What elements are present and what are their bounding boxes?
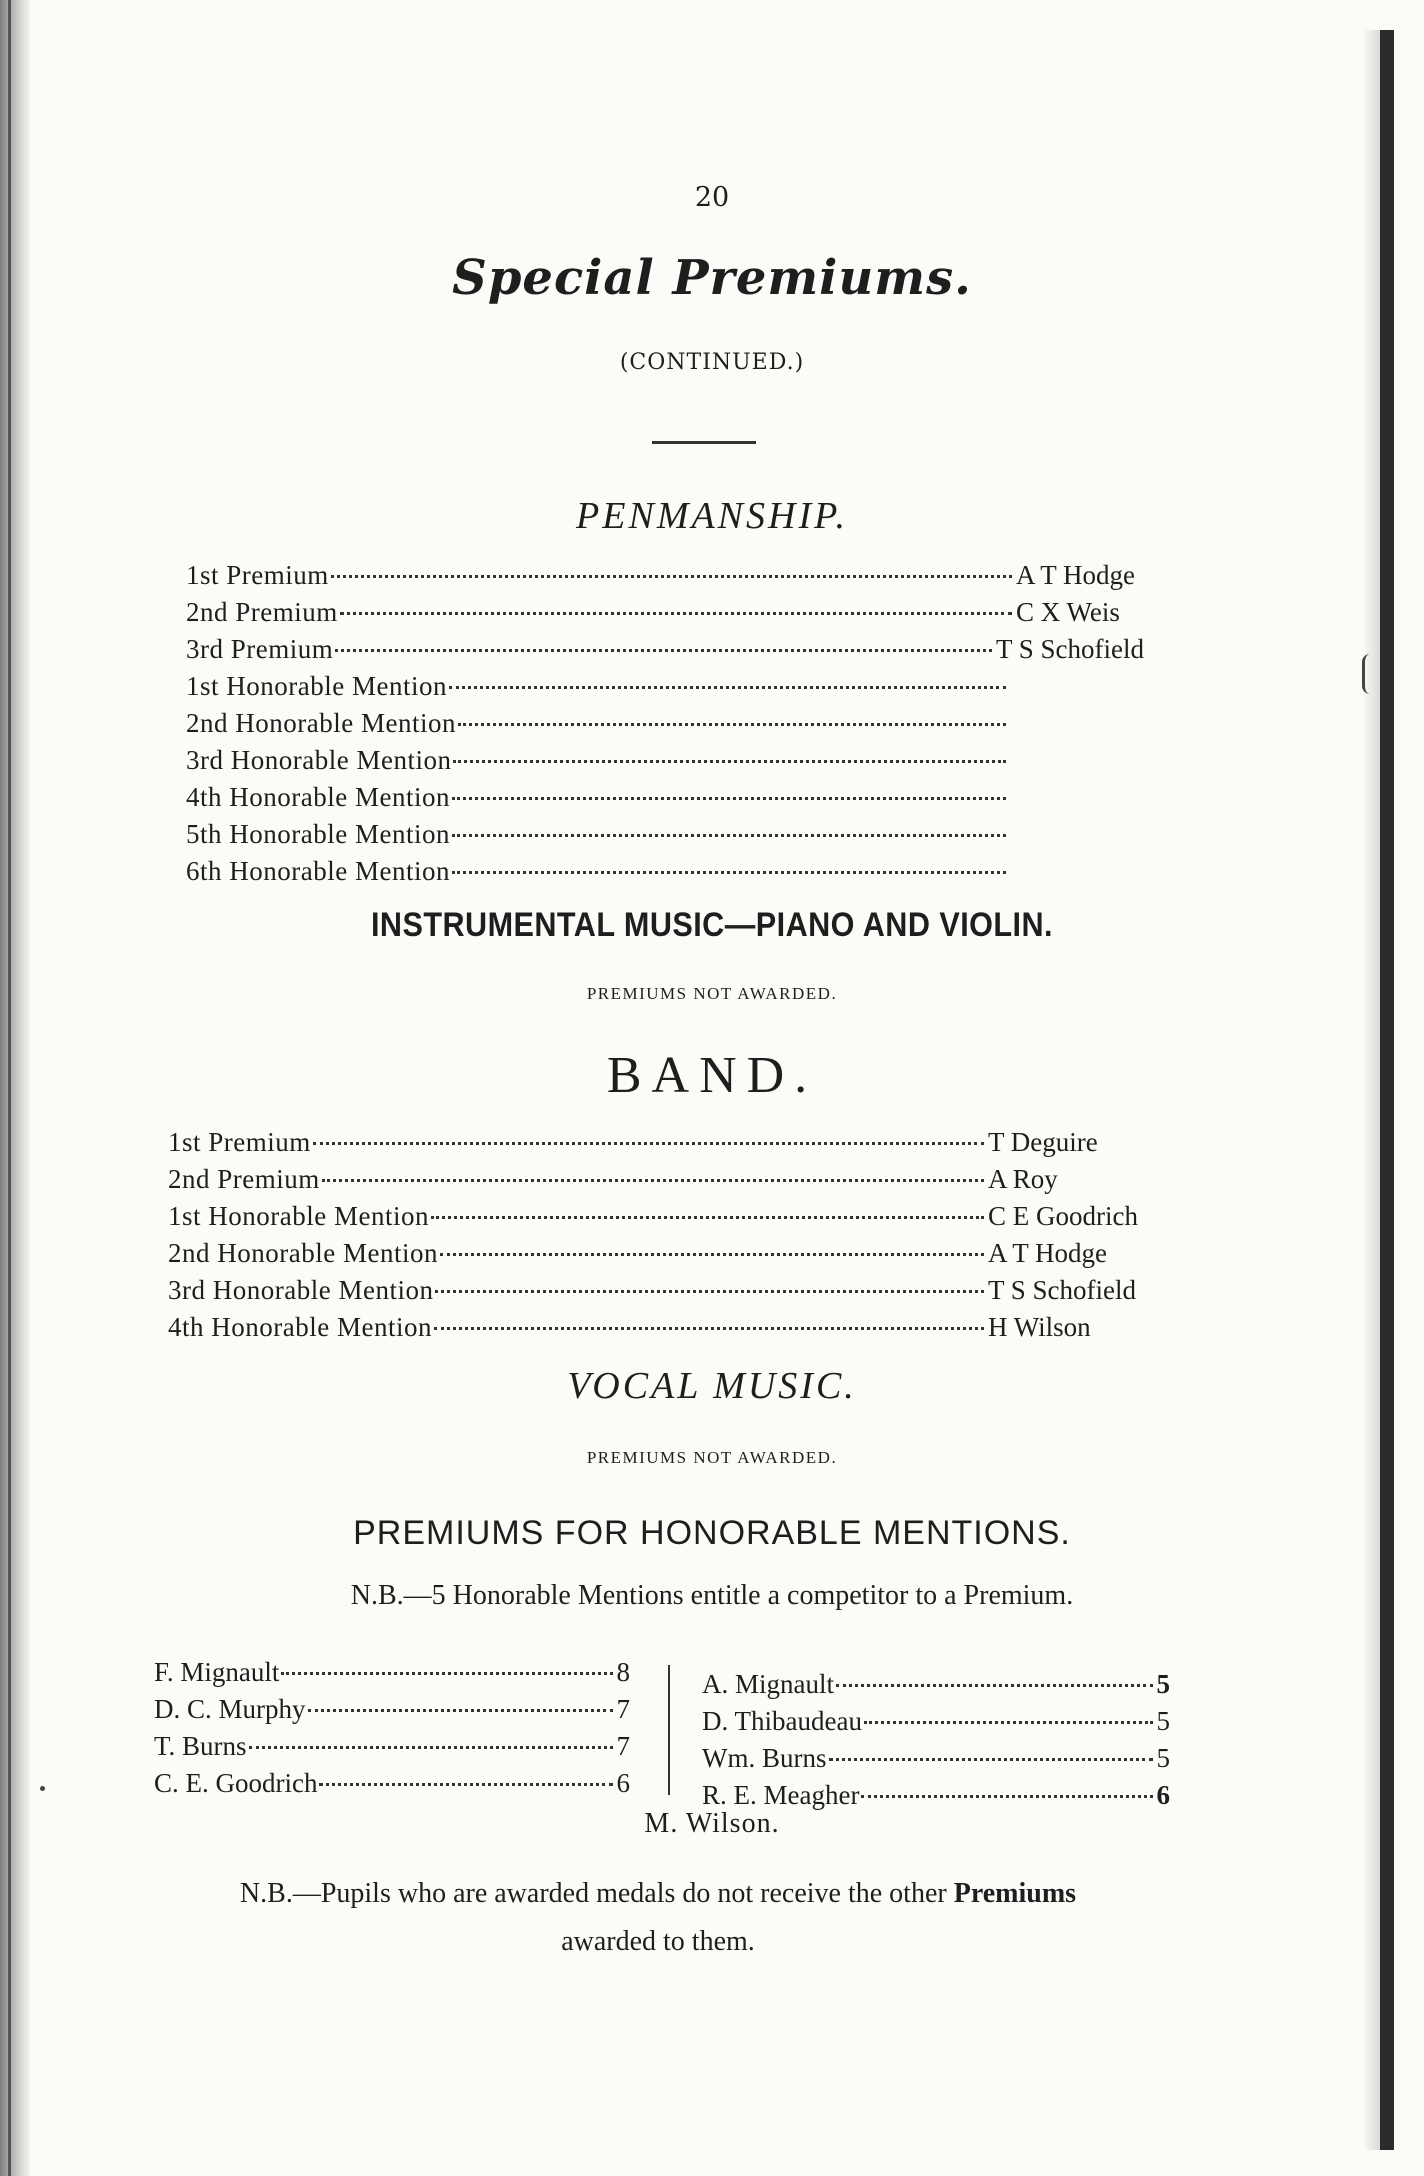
mention-count: 7 xyxy=(616,1731,630,1761)
footnote-line-2: awarded to them. xyxy=(561,1926,755,1957)
award-label: 1st Premium xyxy=(168,1127,311,1157)
award-winner: C E Goodrich xyxy=(988,1201,1138,1231)
dot-leader xyxy=(322,1153,984,1182)
award-winner: C X Weis xyxy=(1016,597,1120,627)
footnote xyxy=(148,1870,1168,1966)
dot-leader xyxy=(829,1732,1153,1761)
mention-count: 5 xyxy=(1156,1669,1170,1699)
award-label: 2nd Honorable Mention xyxy=(186,708,456,738)
award-row xyxy=(168,1307,1188,1344)
list-item xyxy=(702,1775,1170,1812)
award-winner: T S Schofield xyxy=(988,1275,1136,1305)
penmanship-heading: PENMANSHIP. xyxy=(576,495,848,537)
instrumental-heading: INSTRUMENTAL MUSIC—PIANO AND VIOLIN. xyxy=(370,906,1054,944)
honorable-note: N.B.—5 Honorable Mentions entitle a competitor to a Premium. xyxy=(350,1580,1074,1611)
award-label: 4th Honorable Mention xyxy=(186,782,450,812)
award-row xyxy=(186,851,1196,888)
honorable-list-left xyxy=(154,1652,630,1800)
award-label: 5th Honorable Mention xyxy=(186,819,450,849)
award-label: 6th Honorable Mention xyxy=(186,856,450,886)
mention-count: 6 xyxy=(616,1768,630,1798)
honorable-heading: PREMIUMS FOR HONORABLE MENTIONS. xyxy=(353,1514,1071,1552)
page-number: 20 xyxy=(694,182,730,213)
award-winner: A T Hodge xyxy=(988,1238,1108,1268)
dot-leader xyxy=(249,1720,613,1749)
dot-leader xyxy=(335,623,992,652)
list-item xyxy=(154,1763,630,1800)
pupil-name: T. Burns xyxy=(154,1731,247,1761)
award-label: 3rd Honorable Mention xyxy=(168,1275,434,1305)
dot-leader xyxy=(453,734,1006,763)
vocal-heading: VOCAL MUSIC. xyxy=(567,1365,857,1407)
pupil-name: R. E. Meagher xyxy=(702,1780,860,1810)
award-label: 2nd Premium xyxy=(186,597,338,627)
dot-leader xyxy=(331,549,1012,578)
mention-count: 7 xyxy=(616,1694,630,1724)
pupil-name: Wm. Burns xyxy=(702,1743,827,1773)
dot-leader xyxy=(449,660,1006,689)
penmanship-list xyxy=(186,555,1196,888)
mention-count: 8 xyxy=(616,1657,630,1687)
dot-leader xyxy=(836,1658,1153,1687)
dot-leader xyxy=(281,1646,612,1675)
dot-leader xyxy=(452,808,1006,837)
dot-leader xyxy=(452,771,1006,800)
dot-leader xyxy=(864,1695,1153,1724)
award-label: 1st Premium xyxy=(186,560,329,590)
dot-leader xyxy=(434,1301,984,1330)
pupil-name: D. Thibaudeau xyxy=(702,1706,862,1736)
continued-note: (CONTINUED.) xyxy=(619,350,805,375)
award-winner: T S Schofield xyxy=(996,634,1144,664)
award-label: 2nd Premium xyxy=(168,1164,320,1194)
pupil-name: F. Mignault xyxy=(154,1657,280,1687)
page-title: Special Premiums. xyxy=(452,250,972,306)
dot-leader xyxy=(440,1227,984,1256)
dot-leader xyxy=(340,586,1012,615)
award-winner: A T Hodge xyxy=(1016,560,1136,590)
band-list xyxy=(168,1122,1188,1344)
pupil-name: A. Mignault xyxy=(702,1669,834,1699)
honorable-list-right xyxy=(702,1664,1170,1812)
instrumental-note: PREMIUMS NOT AWARDED. xyxy=(586,984,838,1003)
pupil-name: D. C. Murphy xyxy=(154,1694,306,1724)
footnote-text: N.B.—Pupils who are awarded medals do not receive the other xyxy=(239,1878,947,1909)
award-label: 1st Honorable Mention xyxy=(168,1201,429,1231)
title-rule xyxy=(652,441,756,444)
award-label: 3rd Honorable Mention xyxy=(186,745,452,775)
dot-leader xyxy=(861,1769,1152,1798)
award-label: 3rd Premium xyxy=(186,634,334,664)
award-winner: A Roy xyxy=(988,1164,1058,1194)
mention-count: 5 xyxy=(1156,1706,1170,1736)
dot-leader xyxy=(452,845,1006,874)
footnote-line-1 xyxy=(148,1870,1168,1918)
dot-leader xyxy=(308,1683,613,1712)
dot-leader xyxy=(458,697,1006,726)
dot-leader xyxy=(319,1757,612,1786)
dot-leader xyxy=(313,1116,984,1145)
award-winner: H Wilson xyxy=(988,1312,1091,1342)
band-heading: BAND. xyxy=(606,1047,818,1104)
dot-leader xyxy=(431,1190,984,1219)
award-winner: T Deguire xyxy=(988,1127,1098,1157)
additional-pupil: M. Wilson. xyxy=(644,1808,780,1839)
vocal-note: PREMIUMS NOT AWARDED. xyxy=(586,1448,838,1467)
mention-count: 5 xyxy=(1156,1743,1170,1773)
dot-leader xyxy=(435,1264,984,1293)
mention-count: 6 xyxy=(1156,1780,1170,1810)
pupil-name: C. E. Goodrich xyxy=(154,1768,318,1798)
award-label: 1st Honorable Mention xyxy=(186,671,447,701)
column-divider xyxy=(668,1665,670,1795)
award-label: 2nd Honorable Mention xyxy=(168,1238,438,1268)
award-label: 4th Honorable Mention xyxy=(168,1312,432,1342)
footnote-emphasis: Premiums xyxy=(953,1878,1077,1909)
